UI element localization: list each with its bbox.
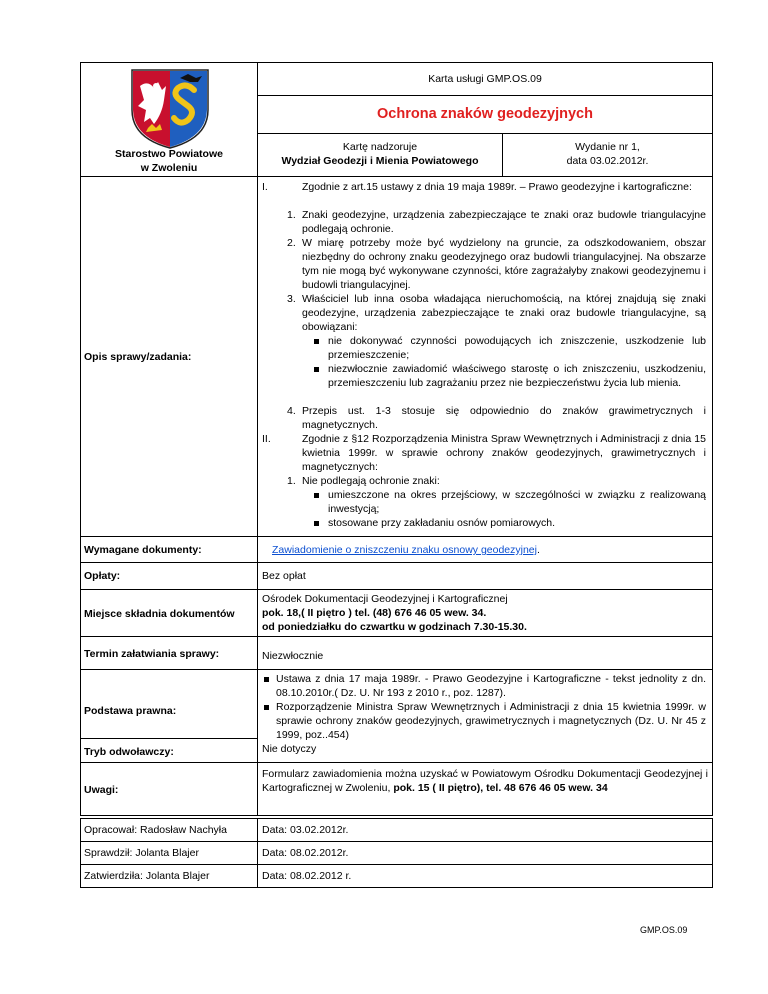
remarks-contact: pok. 15 ( II piętro), tel. 48 676 46 05 wew. 34 <box>393 782 608 794</box>
service-title: Ochrona znaków geodezyjnych <box>377 106 593 122</box>
supervisor-dept: Wydział Geodezji i Mienia Powiatowego <box>281 155 479 167</box>
supervisor-block <box>258 140 502 168</box>
legal-item: Ustawa z dnia 17 maja 1989r. - Prawo Geodezyjne i Kartograficzne - tekst jednolity z dn. 08.10.2010r.( Dz. U. Nr 193 z 2010 r., poz. 1287). <box>276 673 706 699</box>
item-marker: 3. <box>287 293 296 305</box>
fees-value: Bez opłat <box>262 570 306 582</box>
remarks-value <box>262 767 708 795</box>
documents-value <box>272 543 540 557</box>
bullet-item: niezwłocznie zawiadomić właściwego starostę o ich zniszczeniu, uszkodzeniu, przemieszczeniu lub zagrażaniu przez nie bezpieczeństwu życia lub mienia. <box>328 363 706 389</box>
list-item: Przepis ust. 1-3 stosuje się odpowiednio do znaków grawimetrycznych i magnetycznych. <box>302 405 706 431</box>
page-code: GMP.OS.09 <box>640 925 688 935</box>
remarks-text: Formularz zawiadomienia można uzyskać w Powiatowym Ośrodku Dokumentacji Geodezyjnej i Kartograficznej w Zwoleniu, <box>262 768 708 794</box>
list-item: Właściciel lub inna osoba władająca nieruchomością, na której znajdują się znaki geodezyjne, urządzenia zabezpieczające te znaki oraz budowle triangulacyjne, są obowiązani: <box>302 293 706 333</box>
item-marker: 4. <box>287 405 296 417</box>
card-label: Karta usługi GMP.OS.09 <box>428 73 542 85</box>
office-line-1: Starostwo Powiatowe <box>115 148 223 160</box>
notification-form-link[interactable]: Zawiadomienie o zniszczeniu znaku osnowy geodezyjnej <box>272 544 537 556</box>
deadline-label: Termin załatwiania sprawy: <box>84 648 220 660</box>
prepared-date: Data: 03.02.2012r. <box>262 824 349 836</box>
appeal-label: Tryb odwoławczy: <box>84 746 174 758</box>
approved-date: Data: 08.02.2012 r. <box>262 870 352 882</box>
bullet-icon <box>264 705 269 710</box>
item-marker: 1. <box>287 209 296 221</box>
section-marker: I. <box>262 181 268 193</box>
place-value <box>262 592 710 634</box>
list-item: Znaki geodezyjne, urządzenia zabezpieczające te znaki oraz budowle triangulacyjne podlegają ochronie. <box>302 209 706 235</box>
list-item: Nie podlegają ochronie znaki: <box>302 475 440 487</box>
bullet-item: umieszczone na okres przejściowy, w szczególności w związku z realizowaną inwestycją; <box>328 489 706 515</box>
office-name <box>82 147 256 175</box>
documents-suffix: . <box>536 544 540 556</box>
section-intro: Zgodnie z art.15 ustawy z dnia 19 maja 1989r. – Prawo geodezyjne i kartograficzne: <box>302 181 692 193</box>
item-marker: 2. <box>287 237 296 249</box>
checked-by: Sprawdził: Jolanta Blajer <box>84 847 199 859</box>
edition-number: Wydanie nr 1, <box>575 141 640 153</box>
bullet-icon <box>314 367 319 372</box>
bullet-icon <box>314 339 319 344</box>
approved-by: Zatwierdziła: Jolanta Blajer <box>84 870 210 882</box>
documents-label: Wymagane dokumenty: <box>84 544 202 556</box>
legal-item: Rozporządzenie Ministra Spraw Wewnętrznych i Administracji z dnia 15 kwietnia 1999r. w sprawie ochrony znaków geodezyjnych, grawimetrycznych i magnetycznych (Dz. U. Nr 45 z 1999, poz..454) <box>276 701 706 741</box>
list-item: W miarę potrzeby może być wydzielony na gruncie, za odszkodowaniem, obszar niezbędny do ochrony znaku geodezyjnego oraz budowli triangulacyjnej. Na obszarze tym nie mogą być wykonywane czynności, które zagrażałyby znakowi geodezyjnemu i budowli triangulacyjnej. <box>302 237 706 291</box>
remarks-label: Uwagi: <box>84 784 119 796</box>
bullet-item: stosowane przy zakładaniu osnów pomiarowych. <box>328 517 556 529</box>
bullet-item: nie dokonywać czynności powodujących ich zniszczenie, uszkodzenie lub przemieszczenie; <box>328 335 706 361</box>
county-crest <box>128 66 212 150</box>
place-line-2: pok. 18,( II piętro ) tel. (48) 676 46 05 wew. 34. <box>262 607 487 619</box>
fees-label: Opłaty: <box>84 570 121 582</box>
edition-block <box>503 140 712 168</box>
office-line-2: w Zwoleniu <box>140 162 198 174</box>
section-marker: II. <box>262 433 271 445</box>
checked-date: Data: 08.02.2012r. <box>262 847 349 859</box>
bullet-icon <box>314 521 319 526</box>
item-marker: 1. <box>287 475 296 487</box>
section-intro: Zgodnie z §12 Rozporządzenia Ministra Spraw Wewnętrznych i Administracji z dnia 15 kwietnia 1999r. w sprawie ochrony znaków geodezyjnych, grawimetrycznych i magnetycznych: <box>302 433 706 473</box>
place-line-1: Ośrodek Dokumentacji Geodezyjnej i Kartograficznej <box>262 593 508 605</box>
edition-date: data 03.02.2012r. <box>566 155 649 167</box>
prepared-by: Opracował: Radosław Nachyła <box>84 824 227 836</box>
bullet-icon <box>314 493 319 498</box>
supervisor-label: Kartę nadzoruje <box>342 141 418 153</box>
deadline-value: Niezwłocznie <box>262 650 324 662</box>
bullet-icon <box>264 677 269 682</box>
legal-label: Podstawa prawna: <box>84 705 177 717</box>
appeal-value: Nie dotyczy <box>262 743 317 755</box>
place-line-3: od poniedziałku do czwartku w godzinach 7.30-15.30. <box>262 621 527 633</box>
description-label: Opis sprawy/zadania: <box>84 351 192 363</box>
place-label: Miejsce składnia dokumentów <box>84 608 235 620</box>
